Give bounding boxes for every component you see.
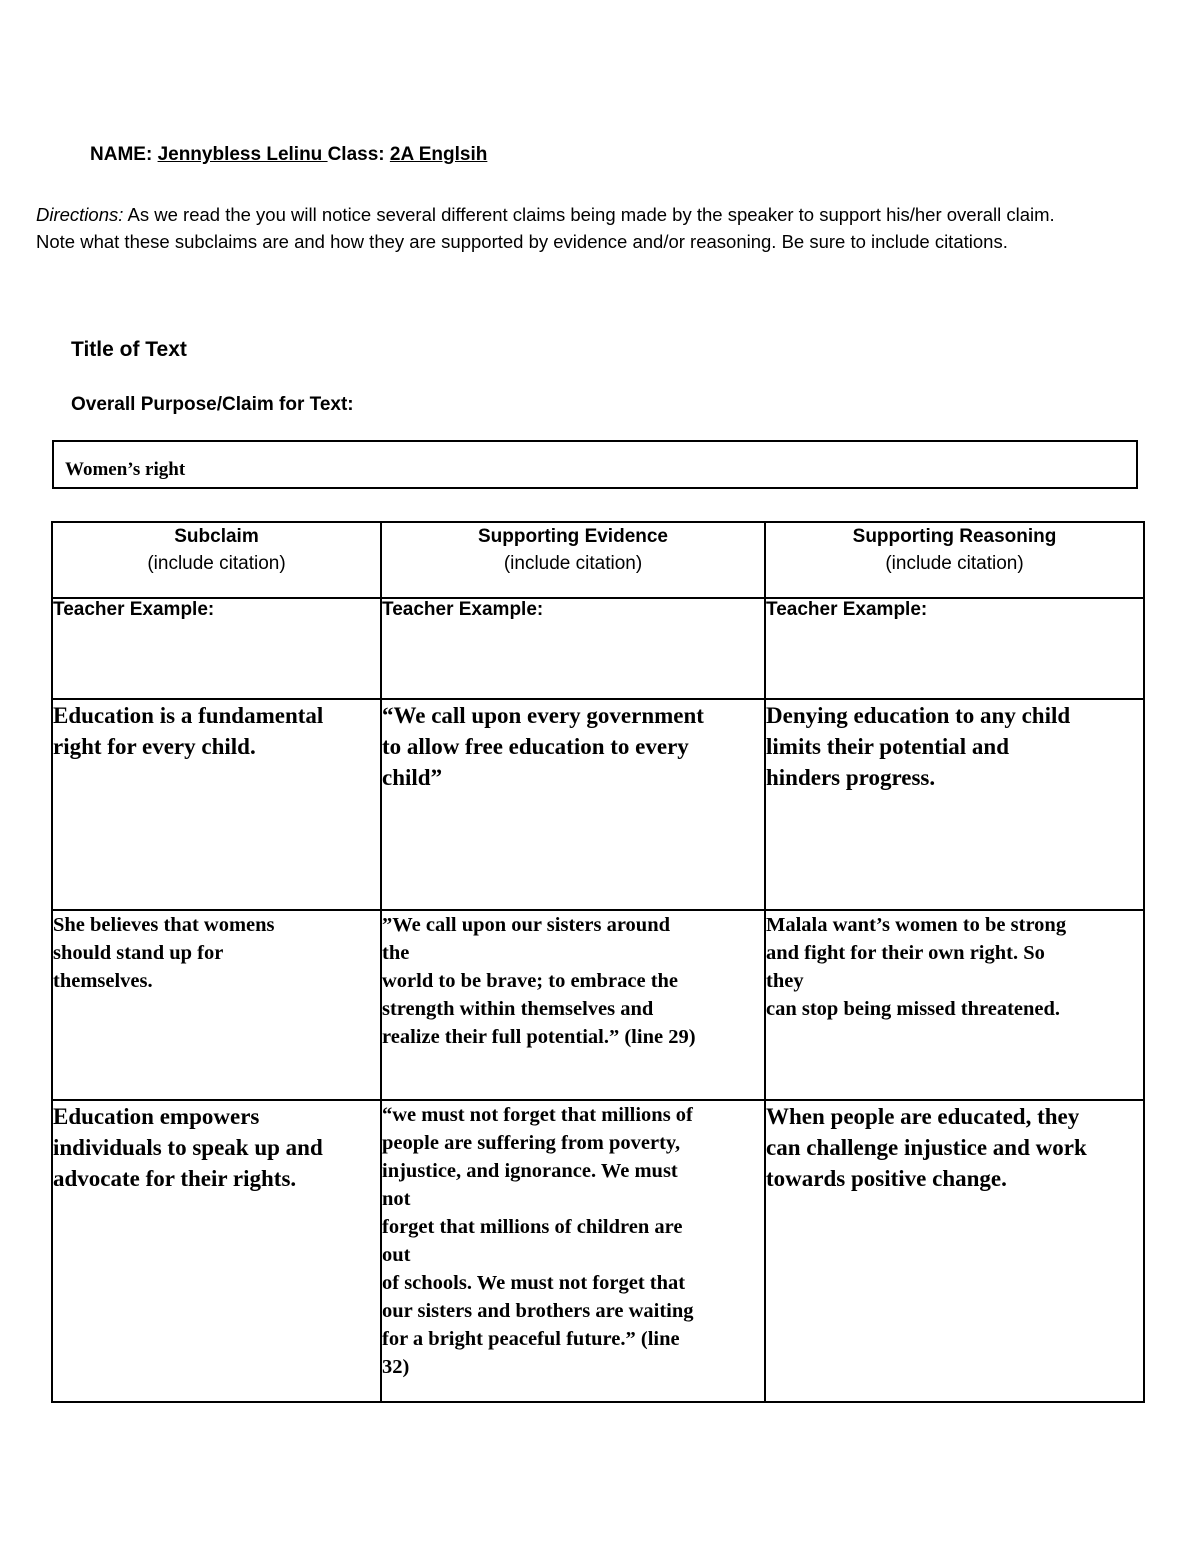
directions-line-2: Note what these subclaims are and how they are supported by evidence and/or reasoning. Be sure to include citations. xyxy=(36,231,1008,252)
evidence-cell[interactable]: ”We call upon our sisters around the world to be brave; to embrace the strength within themselves and realize their full potential.” (line 29) xyxy=(381,910,765,1100)
directions-label: Directions: xyxy=(36,204,124,225)
student-info xyxy=(90,144,487,166)
claims-table xyxy=(51,521,1145,1403)
class-label: Class: xyxy=(327,144,390,165)
overall-purpose-label: Overall Purpose/Claim for Text: xyxy=(71,394,354,415)
subclaim-cell[interactable]: Education is a fundamental right for every child. xyxy=(52,699,381,910)
directions-line-1: As we read the you will notice several different claims being made by the speaker to support his/her overall claim. xyxy=(123,204,1055,225)
subclaim-cell[interactable]: Education empowers individuals to speak up and advocate for their rights. xyxy=(52,1100,381,1402)
header-evidence: Supporting Evidence (include citation) xyxy=(381,522,765,598)
teacher-example-evidence[interactable]: Teacher Example: xyxy=(381,598,765,699)
teacher-example-subclaim[interactable]: Teacher Example: xyxy=(52,598,381,699)
header-reasoning: Supporting Reasoning (include citation) xyxy=(765,522,1144,598)
header-subclaim: Subclaim (include citation) xyxy=(52,522,381,598)
evidence-cell[interactable]: “We call upon every government to allow free education to every child” xyxy=(381,699,765,910)
reasoning-cell[interactable]: Malala want’s women to be strong and fight for their own right. So they can stop being missed threatened. xyxy=(765,910,1144,1100)
table-header-row xyxy=(52,522,1144,598)
evidence-cell[interactable]: “we must not forget that millions of people are suffering from poverty, injustice, and ignorance. We must not forget that millions of children are out of schools. We must not forget that our sisters and brothers are waiting for a bright peaceful future.” (line 32) xyxy=(381,1100,765,1402)
name-value: Jennybless Lelinu xyxy=(157,144,328,165)
reasoning-cell[interactable]: Denying education to any child limits their potential and hinders progress. xyxy=(765,699,1144,910)
table-row xyxy=(52,1100,1144,1402)
directions xyxy=(36,201,1196,255)
name-label: NAME: xyxy=(90,144,158,165)
table-row xyxy=(52,699,1144,910)
teacher-example-reasoning[interactable]: Teacher Example: xyxy=(765,598,1144,699)
overall-claim-box[interactable]: Women’s right xyxy=(52,440,1138,489)
class-value: 2A Englsih xyxy=(389,144,488,165)
reasoning-cell[interactable]: When people are educated, they can challenge injustice and work towards positive change. xyxy=(765,1100,1144,1402)
title-of-text: Title of Text xyxy=(71,338,187,361)
table-row xyxy=(52,910,1144,1100)
teacher-example-row xyxy=(52,598,1144,699)
subclaim-cell[interactable]: She believes that womens should stand up for themselves. xyxy=(52,910,381,1100)
